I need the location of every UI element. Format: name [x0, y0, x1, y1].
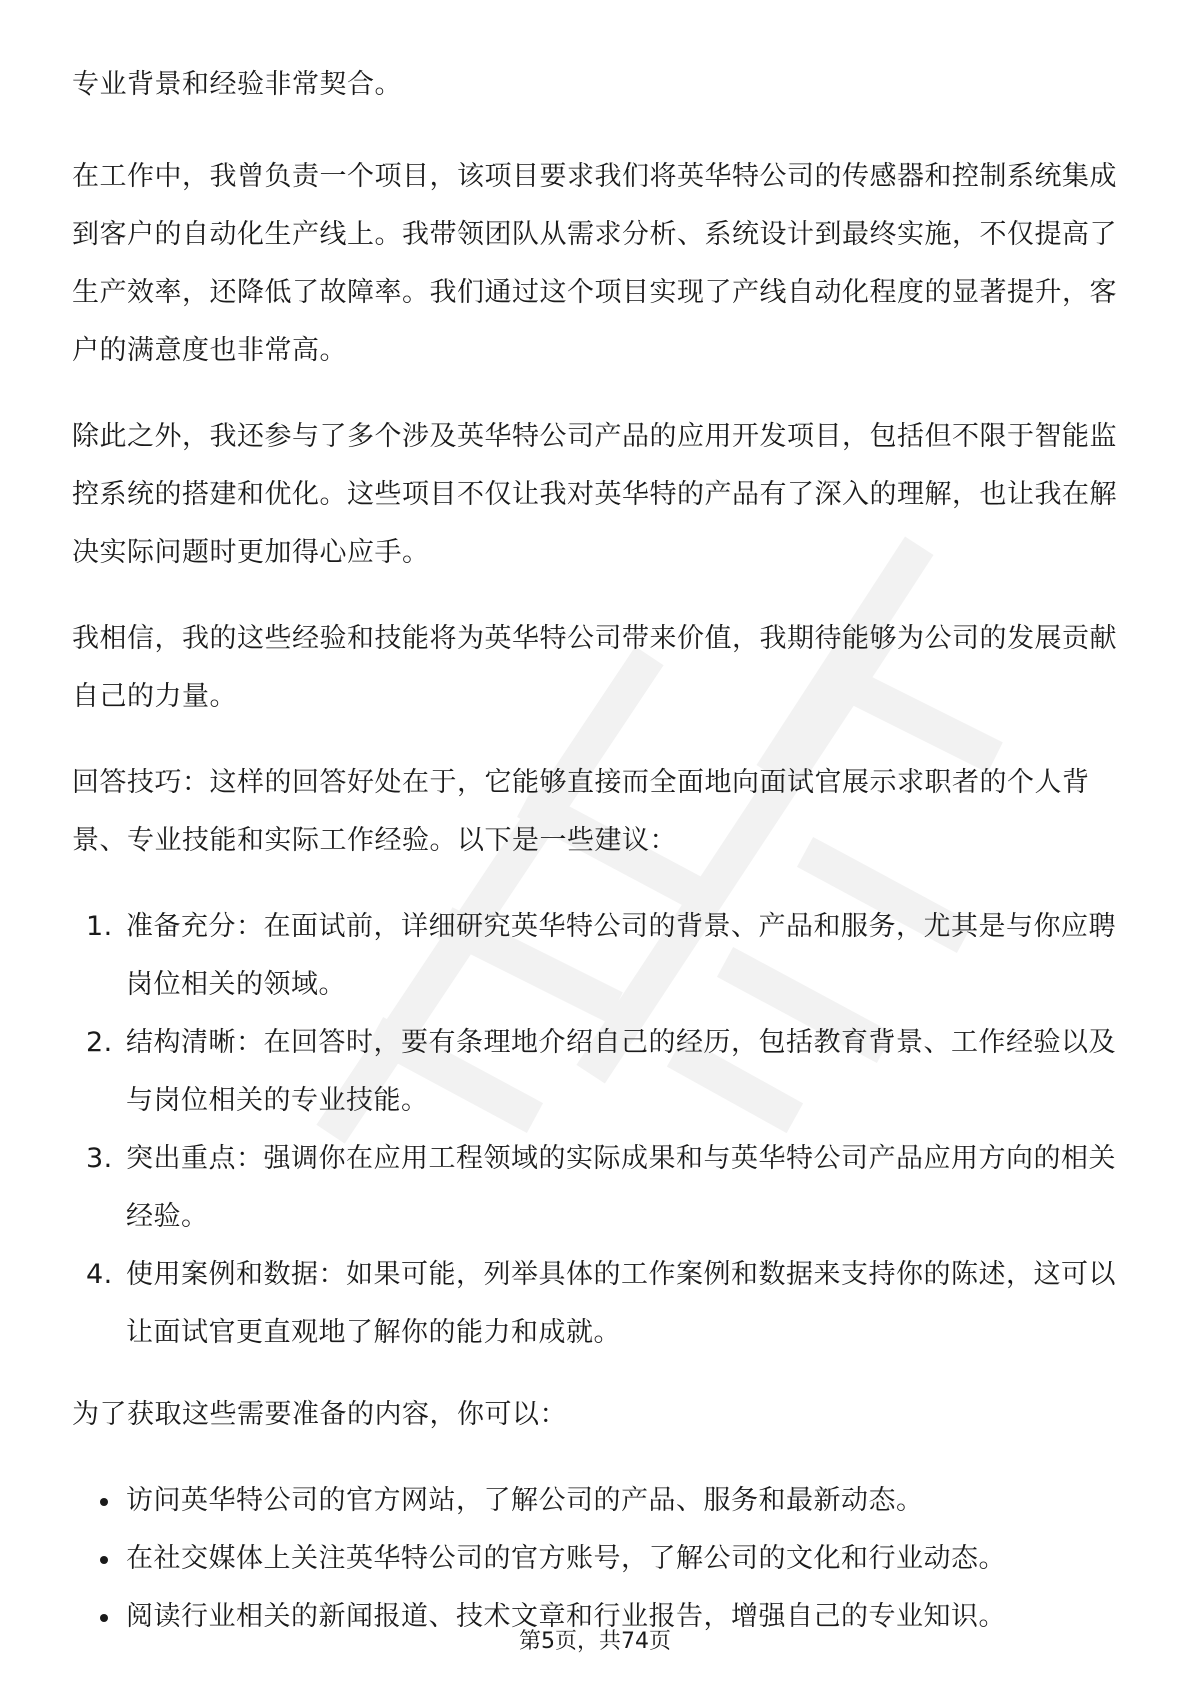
paragraph-additional-projects: 除此之外，我还参与了多个涉及英华特公司产品的应用开发项目，包括但不限于智能监控系统的搭建和优化。这些项目不仅让我对英华特的产品有了深入的理解，也让我在解决实际问题时更加得心应手。: [72, 421, 1117, 568]
list-item-number: 1.: [86, 911, 113, 942]
list-item: [72, 1530, 1118, 1588]
list-item: [72, 1130, 1118, 1246]
list-item: [72, 1472, 1118, 1530]
paragraph-answer-tips: 回答技巧：这样的回答好处在于，它能够直接而全面地向面试官展示求职者的个人背景、专业技能和实际工作经验。以下是一些建议：: [72, 767, 1090, 856]
list-item: [72, 1246, 1118, 1362]
list-item-text: 访问英华特公司的官方网站，了解公司的产品、服务和最新动态。: [126, 1485, 924, 1516]
list-item-number: 4.: [86, 1259, 113, 1290]
page-footer: 第5页，共74页: [519, 1629, 671, 1654]
bullet-icon: [100, 1556, 108, 1564]
paragraph-closing-statement: 我相信，我的这些经验和技能将为英华特公司带来价值，我期待能够为公司的发展贡献自己的力量。: [72, 623, 1117, 712]
list-item-number: 2.: [86, 1027, 113, 1058]
bullet-icon: [100, 1498, 108, 1506]
document-body: [72, 56, 1118, 1646]
list-item-text: 准备充分：在面试前，详细研究英华特公司的背景、产品和服务，尤其是与你应聘岗位相关的领域。: [126, 911, 1116, 1000]
list-item: [72, 1014, 1118, 1130]
paragraph-intro-tail: 专业背景和经验非常契合。: [72, 69, 402, 100]
paragraph-project-experience: 在工作中，我曾负责一个项目，该项目要求我们将英华特公司的传感器和控制系统集成到客户的自动化生产线上。我带领团队从需求分析、系统设计到最终实施，不仅提高了生产效率，还降低了故障率。我们通过这个项目实现了产线自动化程度的显著提升，客户的满意度也非常高。: [72, 161, 1117, 366]
tips-list: [72, 898, 1118, 1362]
paragraph-preparation-intro: 为了获取这些需要准备的内容，你可以：: [72, 1399, 567, 1430]
list-item-text: 使用案例和数据：如果可能，列举具体的工作案例和数据来支持你的陈述，这可以让面试官更直观地了解你的能力和成就。: [126, 1259, 1116, 1348]
list-item-text: 结构清晰：在回答时，要有条理地介绍自己的经历，包括教育背景、工作经验以及与岗位相关的专业技能。: [126, 1027, 1116, 1116]
preparation-list: [72, 1472, 1118, 1646]
list-item-text: 在社交媒体上关注英华特公司的官方账号，了解公司的文化和行业动态。: [126, 1543, 1006, 1574]
list-item: [72, 898, 1118, 1014]
list-item-number: 3.: [86, 1143, 113, 1174]
list-item-text: 阅读行业相关的新闻报道、技术文章和行业报告，增强自己的专业知识。: [126, 1601, 1006, 1632]
list-item-text: 突出重点：强调你在应用工程领域的实际成果和与英华特公司产品应用方向的相关经验。: [126, 1143, 1116, 1232]
bullet-icon: [100, 1614, 108, 1622]
